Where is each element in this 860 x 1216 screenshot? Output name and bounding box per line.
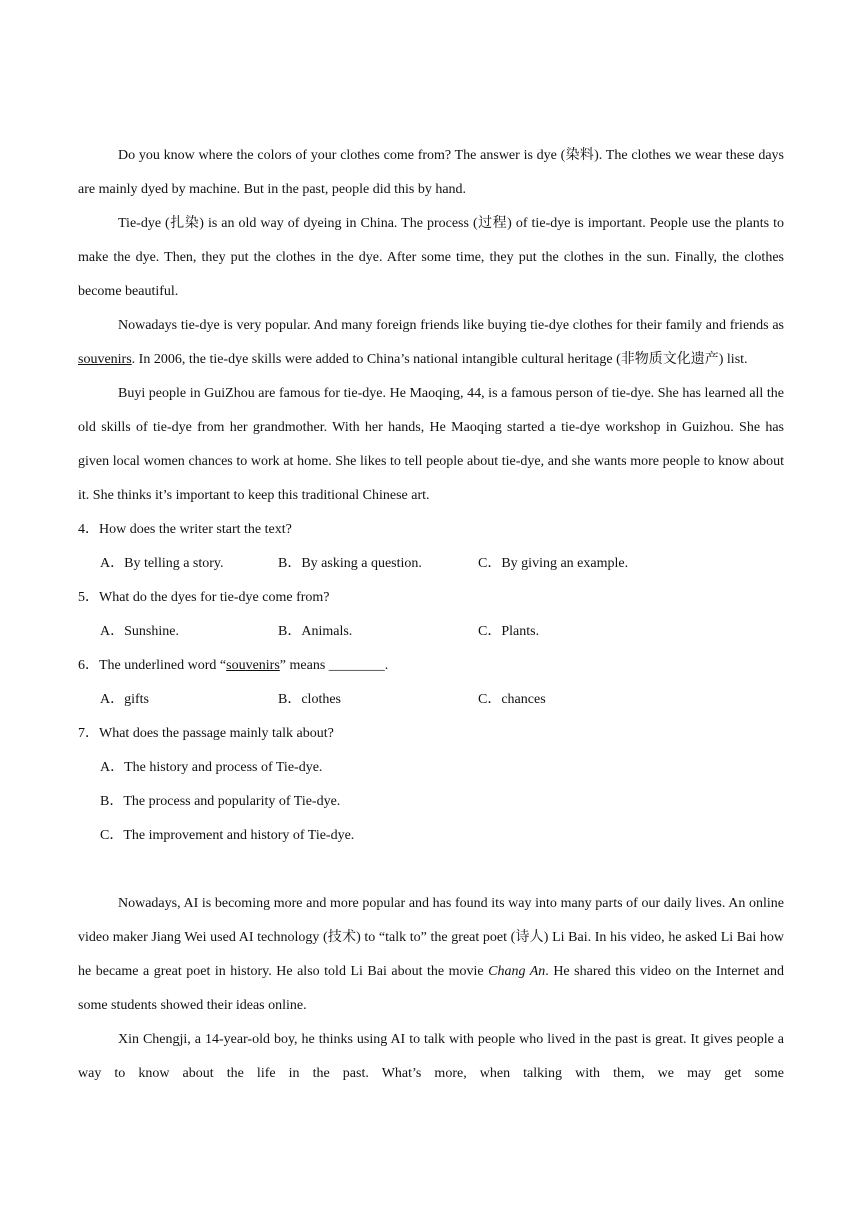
question-5-option-a: A．Sunshine. — [100, 624, 179, 639]
question-4-options — [78, 547, 784, 581]
passage1-paragraph-1: Do you know where the colors of your clothes come from? The answer is dye (染料). The clothes we wear these days are mainly dyed by machine. But in the past, people did this by hand. — [78, 148, 784, 197]
passage2-p1-text-b: . He shared this video on the Internet and some students showed their ideas online. — [78, 964, 784, 1013]
passage2-paragraph-1 — [78, 887, 784, 1023]
question-7-option-c: C．The improvement and history of Tie-dye. — [100, 828, 355, 843]
question-4-option-b: B．By asking a question. — [278, 556, 422, 571]
question-6-option-a: A．gifts — [100, 692, 149, 707]
document-body — [78, 139, 784, 1091]
question-6-stem — [78, 649, 784, 683]
question-6-stem-b: ” means ________. — [279, 658, 389, 673]
question-4-stem: 4．How does the writer start the text? — [78, 522, 292, 537]
question-7-stem: 7．What does the passage mainly talk about? — [78, 726, 334, 741]
question-5-option-b: B．Animals. — [278, 624, 353, 639]
question-6-underlined-word: souvenirs — [226, 658, 280, 673]
passage2-paragraph-2: Xin Chengji, a 14-year-old boy, he thinks using AI to talk with people who lived in the past is great. It gives people a way to know about the life in the past. What’s more, when talking with them, we may get some — [78, 1032, 784, 1081]
passage1-p3-text-a: Nowadays tie-dye is very popular. And many foreign friends like buying tie-dye clothes for their family and friends as — [118, 318, 784, 333]
underlined-word-souvenirs: souvenirs — [78, 352, 132, 367]
question-7-option-b: B．The process and popularity of Tie-dye. — [100, 794, 341, 809]
question-7-option-a: A．The history and process of Tie-dye. — [100, 760, 323, 775]
question-5-options — [78, 615, 784, 649]
question-6-option-c: C．chances — [478, 692, 546, 707]
question-5-option-c: C．Plants. — [478, 624, 540, 639]
passage1-p3-text-b: . In 2006, the tie-dye skills were added to China’s national intangible cultural heritage (非物质文化遗产) list. — [131, 352, 748, 367]
question-6-stem-a: 6．The underlined word “ — [78, 658, 227, 673]
question-5-stem: 5．What do the dyes for tie-dye come from? — [78, 590, 330, 605]
passage1-paragraph-4: Buyi people in GuiZhou are famous for tie-dye. He Maoqing, 44, is a famous person of tie-dye. She has learned all the old skills of tie-dye from her grandmother. With her hands, He Maoqing started a tie-dye workshop in Guizhou. She has given local women chances to work at home. She likes to tell people about tie-dye, and she wants more people to know about it. She thinks it’s important to keep this traditional Chinese art. — [78, 386, 784, 503]
question-4-option-c: C．By giving an example. — [478, 556, 629, 571]
section-gap — [78, 853, 784, 887]
passage1-paragraph-3 — [78, 309, 784, 377]
passage2-p1-text-a: Nowadays, AI is becoming more and more popular and has found its way into many parts of our daily lives. An online video maker Jiang Wei used AI technology (技术) to “talk to” the great poet (诗人) Li Bai. In his video, he asked Li Bai how he became a great poet in history. He also told Li Bai about the movie — [78, 896, 784, 979]
question-4-option-a: A．By telling a story. — [100, 556, 224, 571]
question-6-option-b: B．clothes — [278, 692, 341, 707]
passage1-paragraph-2: Tie-dye (扎染) is an old way of dyeing in China. The process (过程) of tie-dye is important. People use the plants to make the dye. Then, they put the clothes in the dye. After some time, they put the clothes in the sun. Finally, the clothes become beautiful. — [78, 216, 784, 299]
question-6-options — [78, 683, 784, 717]
movie-title: Chang An — [488, 964, 546, 979]
